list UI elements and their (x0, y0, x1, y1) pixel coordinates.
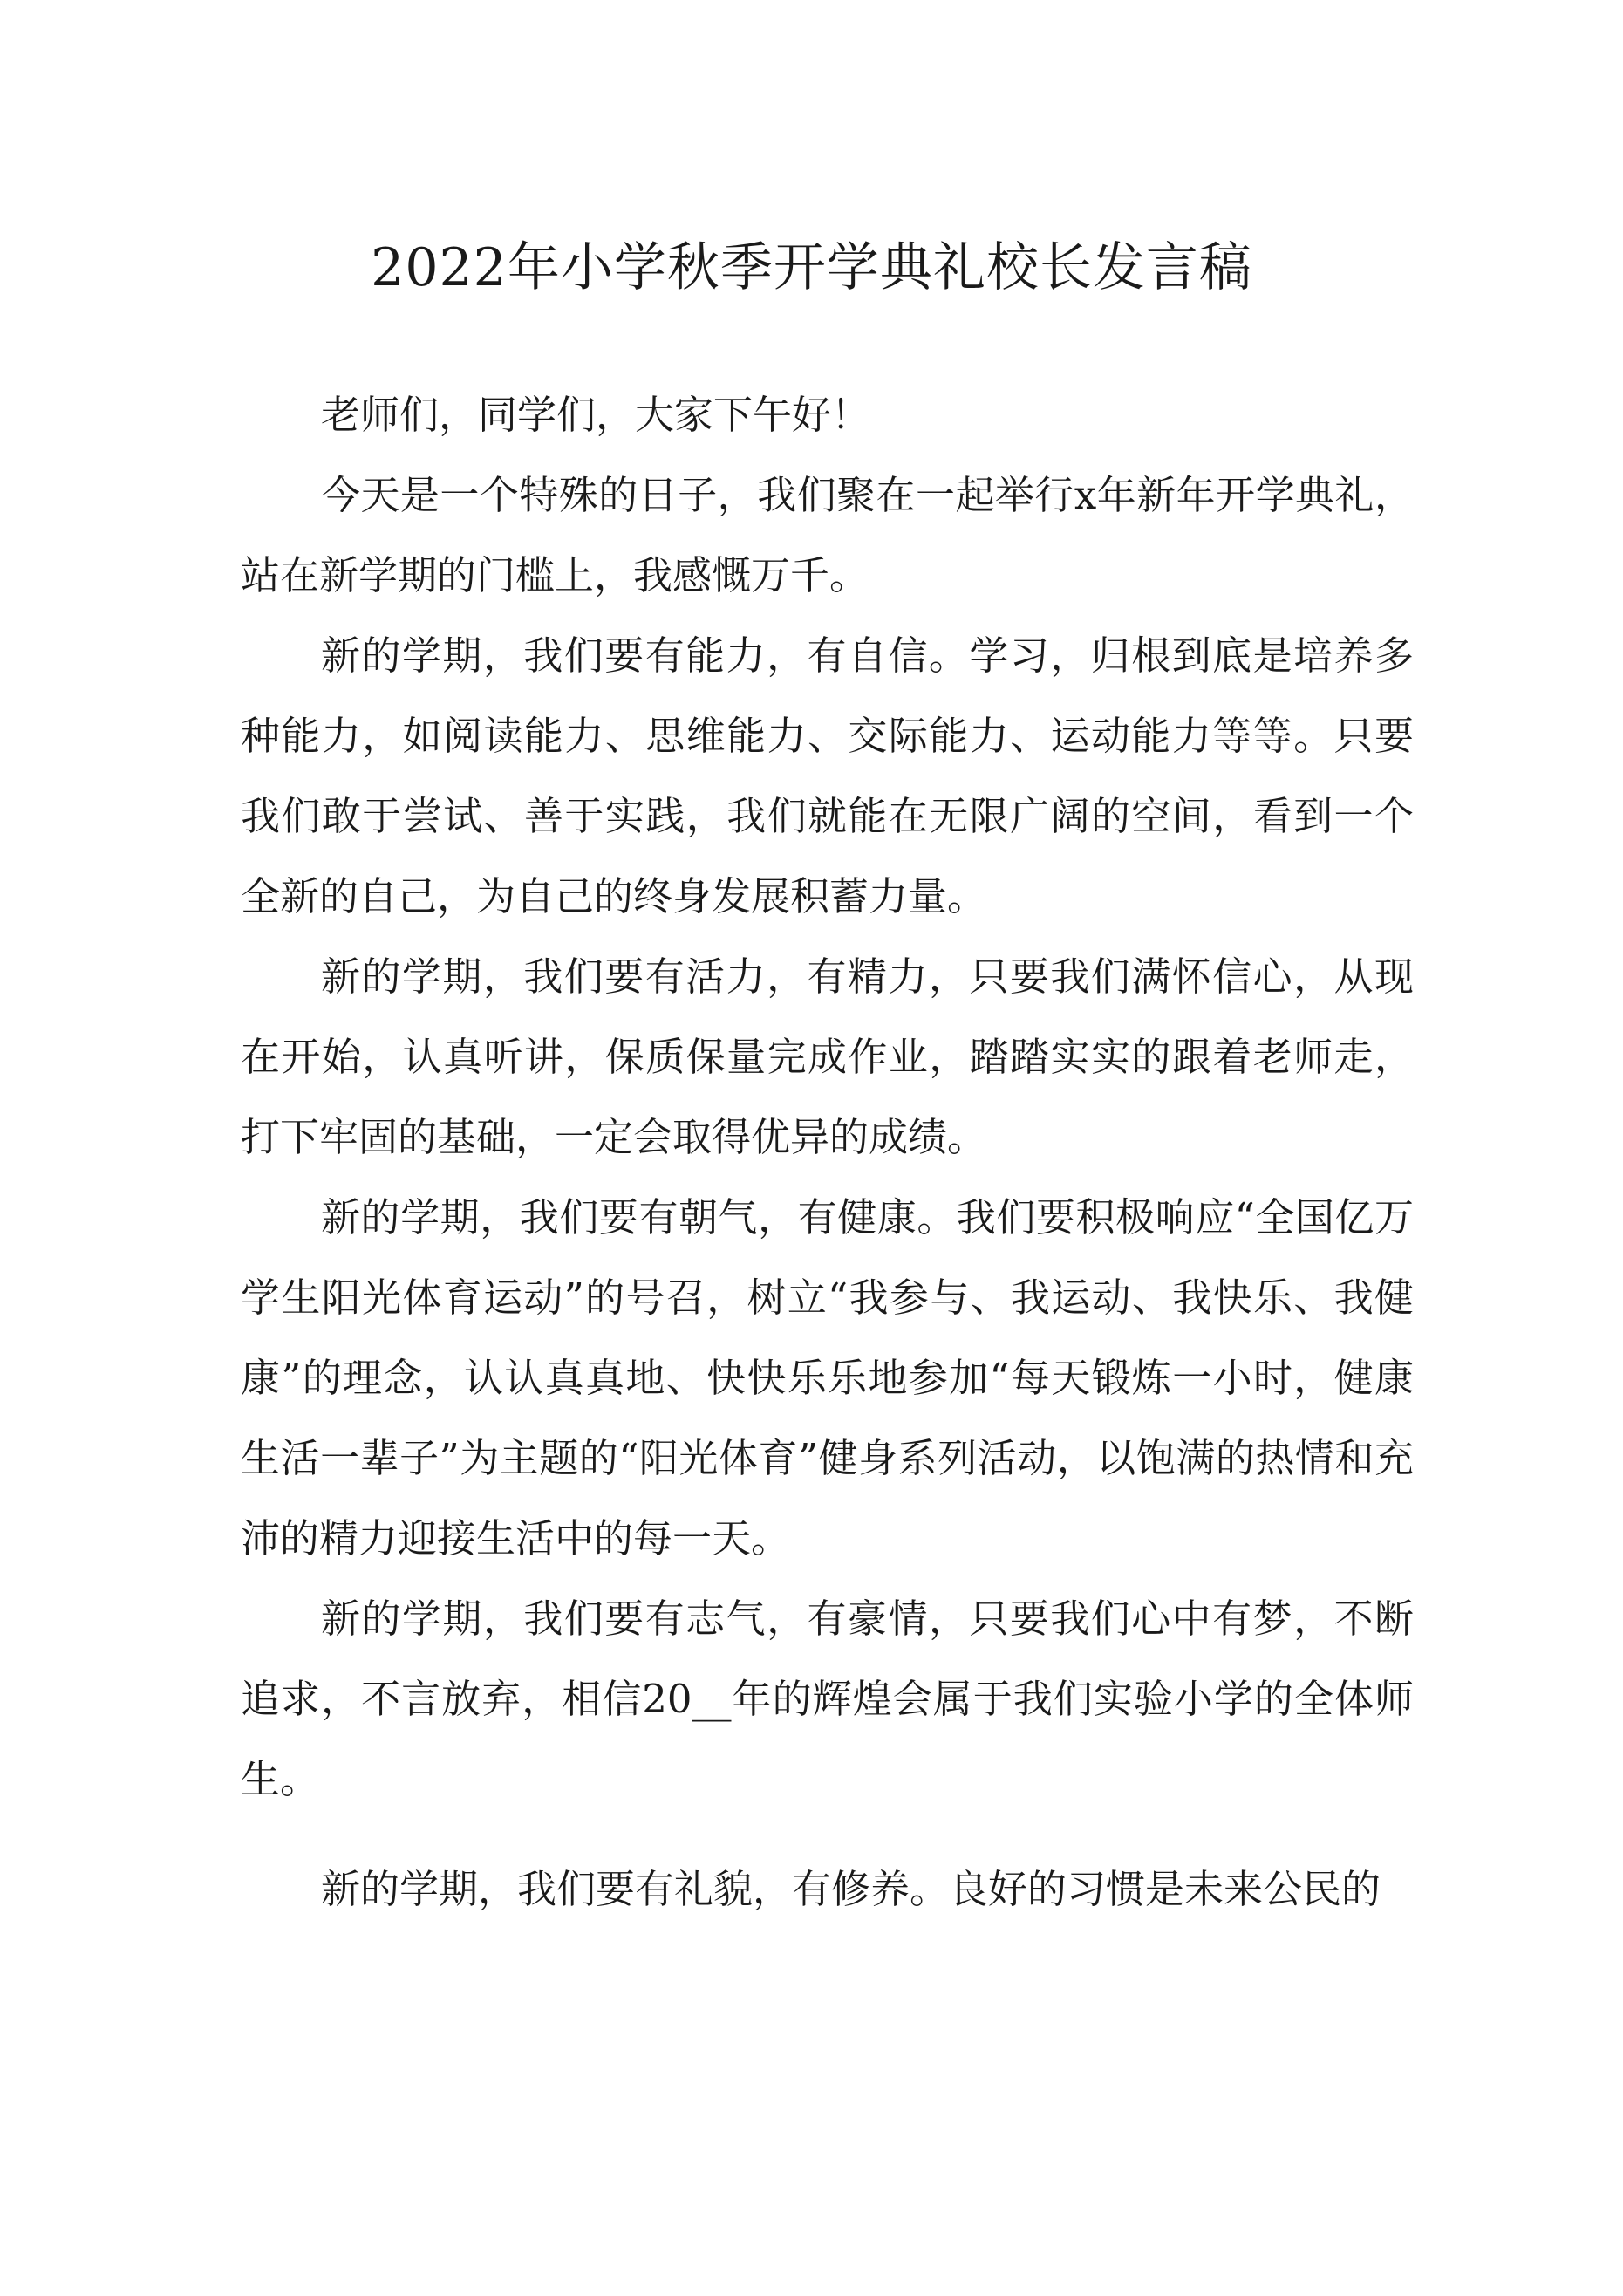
paragraph-greeting: 老师们，同学们，大家下午好！ (321, 392, 871, 438)
document-title: 2022年小学秋季开学典礼校长发言稿 (371, 237, 1252, 298)
paragraph-ability: 新的学期，我们要有能力，有自信。学习，归根到底是培养多种能力，如阅读能力、思维能力、交际能力、运动能力等等。只要我们敢于尝试、善于实践，我们就能在无限广阔的空间，看到一个全新的自己，为自己的终身发展积蓄力量。 (241, 632, 1414, 919)
paragraph-opening: 今天是一个特殊的日子，我们聚在一起举行x年新年开学典礼，站在新学期的门槛上，我感慨万千。 (241, 472, 1414, 598)
document-body (241, 375, 1414, 1930)
paragraph-ambition: 新的学期，我们要有志气，有豪情，只要我们心中有梦，不断追求，不言放弃，相信20__年的辉煌会属于我们实验小学的全体师生。 (241, 1596, 1414, 1802)
paragraph-vitality: 新的学期，我们要有活力，有精力，只要我们满怀信心，从现在开始，认真听讲，保质保量完成作业，踏踏实实的跟着老师走，打下牢固的基础，一定会取得优异的成绩。 (241, 953, 1414, 1160)
paragraph-manners: 新的学期，我们要有礼貌，有修养。良好的习惯是未来公民的 (321, 1866, 1381, 1912)
paragraph-health: 新的学期，我们要有朝气，有健康。我们要积极响应“全国亿万学生阳光体育运动”的号召，树立“我参与、我运动、我快乐、我健康”的理念，认认真真地、快快乐乐地参加“每天锻炼一小时，健康生活一辈子”为主题的“阳光体育”健身系列活动，以饱满的热情和充沛的精力迎接生活中的每一天。 (241, 1194, 1414, 1561)
